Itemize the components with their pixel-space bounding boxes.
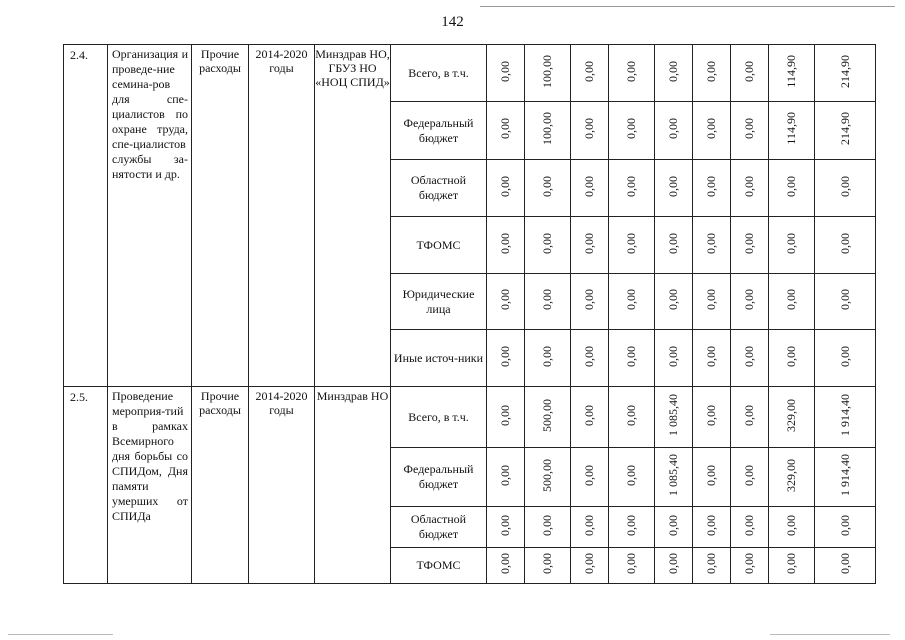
amount-value: 0,00 — [784, 232, 798, 254]
amount-value: 0,00 — [498, 289, 512, 310]
item-number: 2.4. — [64, 45, 108, 387]
amount-cell — [571, 548, 609, 584]
amount-cell — [731, 45, 769, 102]
amount-cell — [487, 102, 525, 160]
funding-source: ТФОМС — [391, 217, 487, 274]
amount-cell — [731, 330, 769, 387]
amount-cell — [655, 274, 693, 330]
amount-value: 0,00 — [666, 60, 680, 82]
amount-cell — [815, 330, 876, 387]
amount-value: 0,00 — [540, 514, 554, 536]
amount-value: 0,00 — [582, 404, 596, 426]
amount-value: 0,00 — [666, 289, 680, 310]
amount-cell — [487, 548, 525, 584]
amount-cell — [609, 448, 655, 507]
item-number: 2.5. — [64, 387, 108, 584]
amount-cell — [693, 160, 731, 217]
amount-value: 0,00 — [582, 232, 596, 254]
amount-cell — [815, 102, 876, 160]
funding-source: Всего, в т.ч. — [391, 387, 487, 448]
amount-cell — [487, 274, 525, 330]
amount-value: 0,00 — [784, 175, 798, 197]
amount-value: 0,00 — [624, 118, 638, 139]
amount-value: 0,00 — [837, 514, 852, 536]
amount-value: 0,00 — [540, 345, 554, 367]
amount-value: 0,00 — [624, 60, 638, 82]
amount-cell — [487, 507, 525, 548]
amount-cell — [769, 448, 815, 507]
amount-value: 0,00 — [784, 514, 798, 536]
amount-cell — [525, 548, 571, 584]
amount-cell — [571, 217, 609, 274]
amount-cell — [731, 548, 769, 584]
amount-cell — [525, 507, 571, 548]
amount-cell — [693, 448, 731, 507]
amount-cell — [655, 387, 693, 448]
amount-value: 0,00 — [837, 553, 852, 574]
amount-value: 1 085,40 — [666, 454, 680, 496]
amount-value: 0,00 — [837, 232, 852, 254]
amount-cell — [731, 102, 769, 160]
amount-value: 114,90 — [784, 112, 798, 145]
funding-source: Областной бюджет — [391, 507, 487, 548]
amount-value: 0,00 — [704, 404, 718, 426]
amount-cell — [731, 448, 769, 507]
amount-cell — [571, 102, 609, 160]
amount-cell — [525, 387, 571, 448]
amount-value: 0,00 — [498, 553, 512, 574]
amount-value: 0,00 — [784, 289, 798, 310]
amount-cell — [655, 330, 693, 387]
amount-cell — [815, 548, 876, 584]
footer-rule-left — [8, 634, 113, 635]
amount-value: 0,00 — [498, 118, 512, 139]
amount-value: 0,00 — [742, 514, 756, 536]
amount-cell — [731, 217, 769, 274]
amount-cell — [769, 548, 815, 584]
amount-value: 0,00 — [704, 60, 718, 82]
amount-cell — [571, 448, 609, 507]
amount-cell — [655, 160, 693, 217]
amount-cell — [655, 448, 693, 507]
amount-cell — [571, 45, 609, 102]
amount-cell — [655, 102, 693, 160]
amount-cell — [731, 507, 769, 548]
amount-value: 0,00 — [666, 345, 680, 367]
amount-cell — [769, 387, 815, 448]
amount-value: 0,00 — [704, 345, 718, 367]
amount-value: 0,00 — [498, 464, 512, 486]
amount-value: 0,00 — [837, 345, 852, 367]
amount-cell — [571, 160, 609, 217]
amount-value: 0,00 — [742, 289, 756, 310]
amount-value: 0,00 — [624, 345, 638, 367]
item-description: Организация и проведе-ние семина-ров для спе-циалистов по охране труда, спе-циалистов службы за-нятости и др. — [108, 45, 192, 387]
amount-value: 0,00 — [742, 232, 756, 254]
amount-cell — [731, 387, 769, 448]
amount-value: 0,00 — [540, 175, 554, 197]
amount-value: 329,00 — [784, 398, 798, 432]
amount-value: 0,00 — [704, 175, 718, 197]
amount-cell — [815, 387, 876, 448]
amount-cell — [487, 45, 525, 102]
amount-cell — [655, 217, 693, 274]
amount-cell — [693, 548, 731, 584]
funding-source: Областной бюджет — [391, 160, 487, 217]
amount-value: 0,00 — [498, 60, 512, 82]
funding-source: ТФОМС — [391, 548, 487, 584]
amount-cell — [815, 274, 876, 330]
amount-cell — [609, 387, 655, 448]
amount-cell — [693, 102, 731, 160]
amount-cell — [487, 448, 525, 507]
amount-cell — [609, 548, 655, 584]
amount-cell — [815, 160, 876, 217]
amount-cell — [609, 160, 655, 217]
cost-type: Прочие расходы — [192, 387, 249, 584]
amount-cell — [655, 45, 693, 102]
amount-value: 1 914,40 — [837, 394, 852, 436]
amount-value: 0,00 — [582, 289, 596, 310]
amount-cell — [655, 507, 693, 548]
amount-cell — [609, 217, 655, 274]
amount-value: 0,00 — [666, 553, 680, 574]
amount-cell — [769, 102, 815, 160]
amount-value: 0,00 — [666, 118, 680, 139]
amount-cell — [769, 274, 815, 330]
amount-value: 0,00 — [624, 232, 638, 254]
amount-value: 0,00 — [582, 464, 596, 486]
amount-value: 0,00 — [784, 553, 798, 574]
amount-cell — [769, 507, 815, 548]
amount-value: 1 914,40 — [837, 454, 852, 496]
amount-cell — [769, 45, 815, 102]
amount-value: 500,00 — [540, 398, 554, 432]
footer-rule-right — [770, 634, 890, 635]
amount-value: 0,00 — [624, 464, 638, 486]
funding-source: Федеральный бюджет — [391, 448, 487, 507]
amount-value: 100,00 — [540, 112, 554, 145]
page-number: 142 — [441, 14, 464, 30]
top-rule — [480, 6, 895, 7]
amount-cell — [571, 330, 609, 387]
amount-cell — [487, 217, 525, 274]
amount-cell — [693, 330, 731, 387]
amount-value: 0,00 — [624, 553, 638, 574]
amount-cell — [487, 160, 525, 217]
amount-cell — [571, 507, 609, 548]
cost-type: Прочие расходы — [192, 45, 249, 387]
amount-cell — [609, 45, 655, 102]
item-description: Проведение мероприя-тий в рамках Всемирного дня борьбы со СПИДом, Дня памяти умерших от СПИДа — [108, 387, 192, 584]
amount-value: 100,00 — [540, 54, 554, 88]
amount-cell — [731, 274, 769, 330]
amount-value: 1 085,40 — [666, 394, 680, 436]
amount-cell — [487, 330, 525, 387]
amount-cell — [571, 387, 609, 448]
amount-cell — [769, 330, 815, 387]
funding-source: Иные источ-ники — [391, 330, 487, 387]
period: 2014-2020 годы — [249, 45, 315, 387]
amount-cell — [815, 448, 876, 507]
amount-value: 0,00 — [704, 553, 718, 574]
amount-value: 0,00 — [742, 175, 756, 197]
amount-value: 0,00 — [582, 553, 596, 574]
amount-value: 0,00 — [624, 175, 638, 197]
amount-value: 0,00 — [837, 289, 852, 310]
amount-value: 0,00 — [624, 404, 638, 426]
table-row — [64, 45, 876, 102]
budget-table — [63, 44, 876, 584]
amount-value: 329,00 — [784, 458, 798, 492]
table-row — [64, 387, 876, 448]
amount-value: 214,90 — [837, 112, 852, 145]
amount-cell — [525, 102, 571, 160]
amount-cell — [525, 160, 571, 217]
amount-value: 0,00 — [742, 345, 756, 367]
amount-value: 0,00 — [742, 464, 756, 486]
amount-value: 0,00 — [837, 175, 852, 197]
amount-cell — [655, 548, 693, 584]
amount-value: 0,00 — [582, 60, 596, 82]
amount-value: 0,00 — [540, 289, 554, 310]
amount-cell — [571, 274, 609, 330]
amount-cell — [693, 45, 731, 102]
amount-cell — [693, 387, 731, 448]
period: 2014-2020 годы — [249, 387, 315, 584]
amount-cell — [525, 45, 571, 102]
amount-value: 114,90 — [784, 54, 798, 88]
amount-cell — [693, 217, 731, 274]
amount-value: 500,00 — [540, 458, 554, 492]
amount-value: 214,90 — [837, 54, 852, 88]
amount-value: 0,00 — [582, 514, 596, 536]
amount-value: 0,00 — [742, 60, 756, 82]
amount-value: 0,00 — [704, 464, 718, 486]
amount-value: 0,00 — [498, 175, 512, 197]
amount-cell — [525, 330, 571, 387]
amount-value: 0,00 — [704, 118, 718, 139]
amount-cell — [609, 507, 655, 548]
amount-value: 0,00 — [704, 232, 718, 254]
amount-value: 0,00 — [498, 514, 512, 536]
amount-value: 0,00 — [540, 553, 554, 574]
funding-source: Всего, в т.ч. — [391, 45, 487, 102]
amount-value: 0,00 — [582, 345, 596, 367]
executor: Минздрав НО — [315, 387, 391, 584]
amount-cell — [609, 102, 655, 160]
funding-source: Юридические лица — [391, 274, 487, 330]
amount-cell — [815, 507, 876, 548]
amount-value: 0,00 — [498, 232, 512, 254]
amount-value: 0,00 — [498, 345, 512, 367]
amount-cell — [609, 274, 655, 330]
amount-cell — [815, 217, 876, 274]
amount-cell — [731, 160, 769, 217]
amount-cell — [769, 217, 815, 274]
amount-cell — [525, 274, 571, 330]
amount-value: 0,00 — [540, 232, 554, 254]
amount-value: 0,00 — [498, 404, 512, 426]
amount-cell — [769, 160, 815, 217]
amount-value: 0,00 — [624, 514, 638, 536]
amount-value: 0,00 — [666, 175, 680, 197]
amount-value: 0,00 — [582, 175, 596, 197]
amount-cell — [525, 448, 571, 507]
amount-cell — [487, 387, 525, 448]
amount-value: 0,00 — [784, 345, 798, 367]
executor: Минздрав НО, ГБУЗ НО «НОЦ СПИД» — [315, 45, 391, 387]
amount-cell — [815, 45, 876, 102]
amount-value: 0,00 — [742, 404, 756, 426]
amount-cell — [525, 217, 571, 274]
amount-value: 0,00 — [704, 289, 718, 310]
amount-value: 0,00 — [666, 232, 680, 254]
amount-cell — [609, 330, 655, 387]
amount-value: 0,00 — [704, 514, 718, 536]
amount-value: 0,00 — [582, 118, 596, 139]
amount-value: 0,00 — [624, 289, 638, 310]
amount-cell — [693, 507, 731, 548]
funding-source: Федеральный бюджет — [391, 102, 487, 160]
amount-cell — [693, 274, 731, 330]
amount-value: 0,00 — [666, 514, 680, 536]
amount-value: 0,00 — [742, 118, 756, 139]
amount-value: 0,00 — [742, 553, 756, 574]
